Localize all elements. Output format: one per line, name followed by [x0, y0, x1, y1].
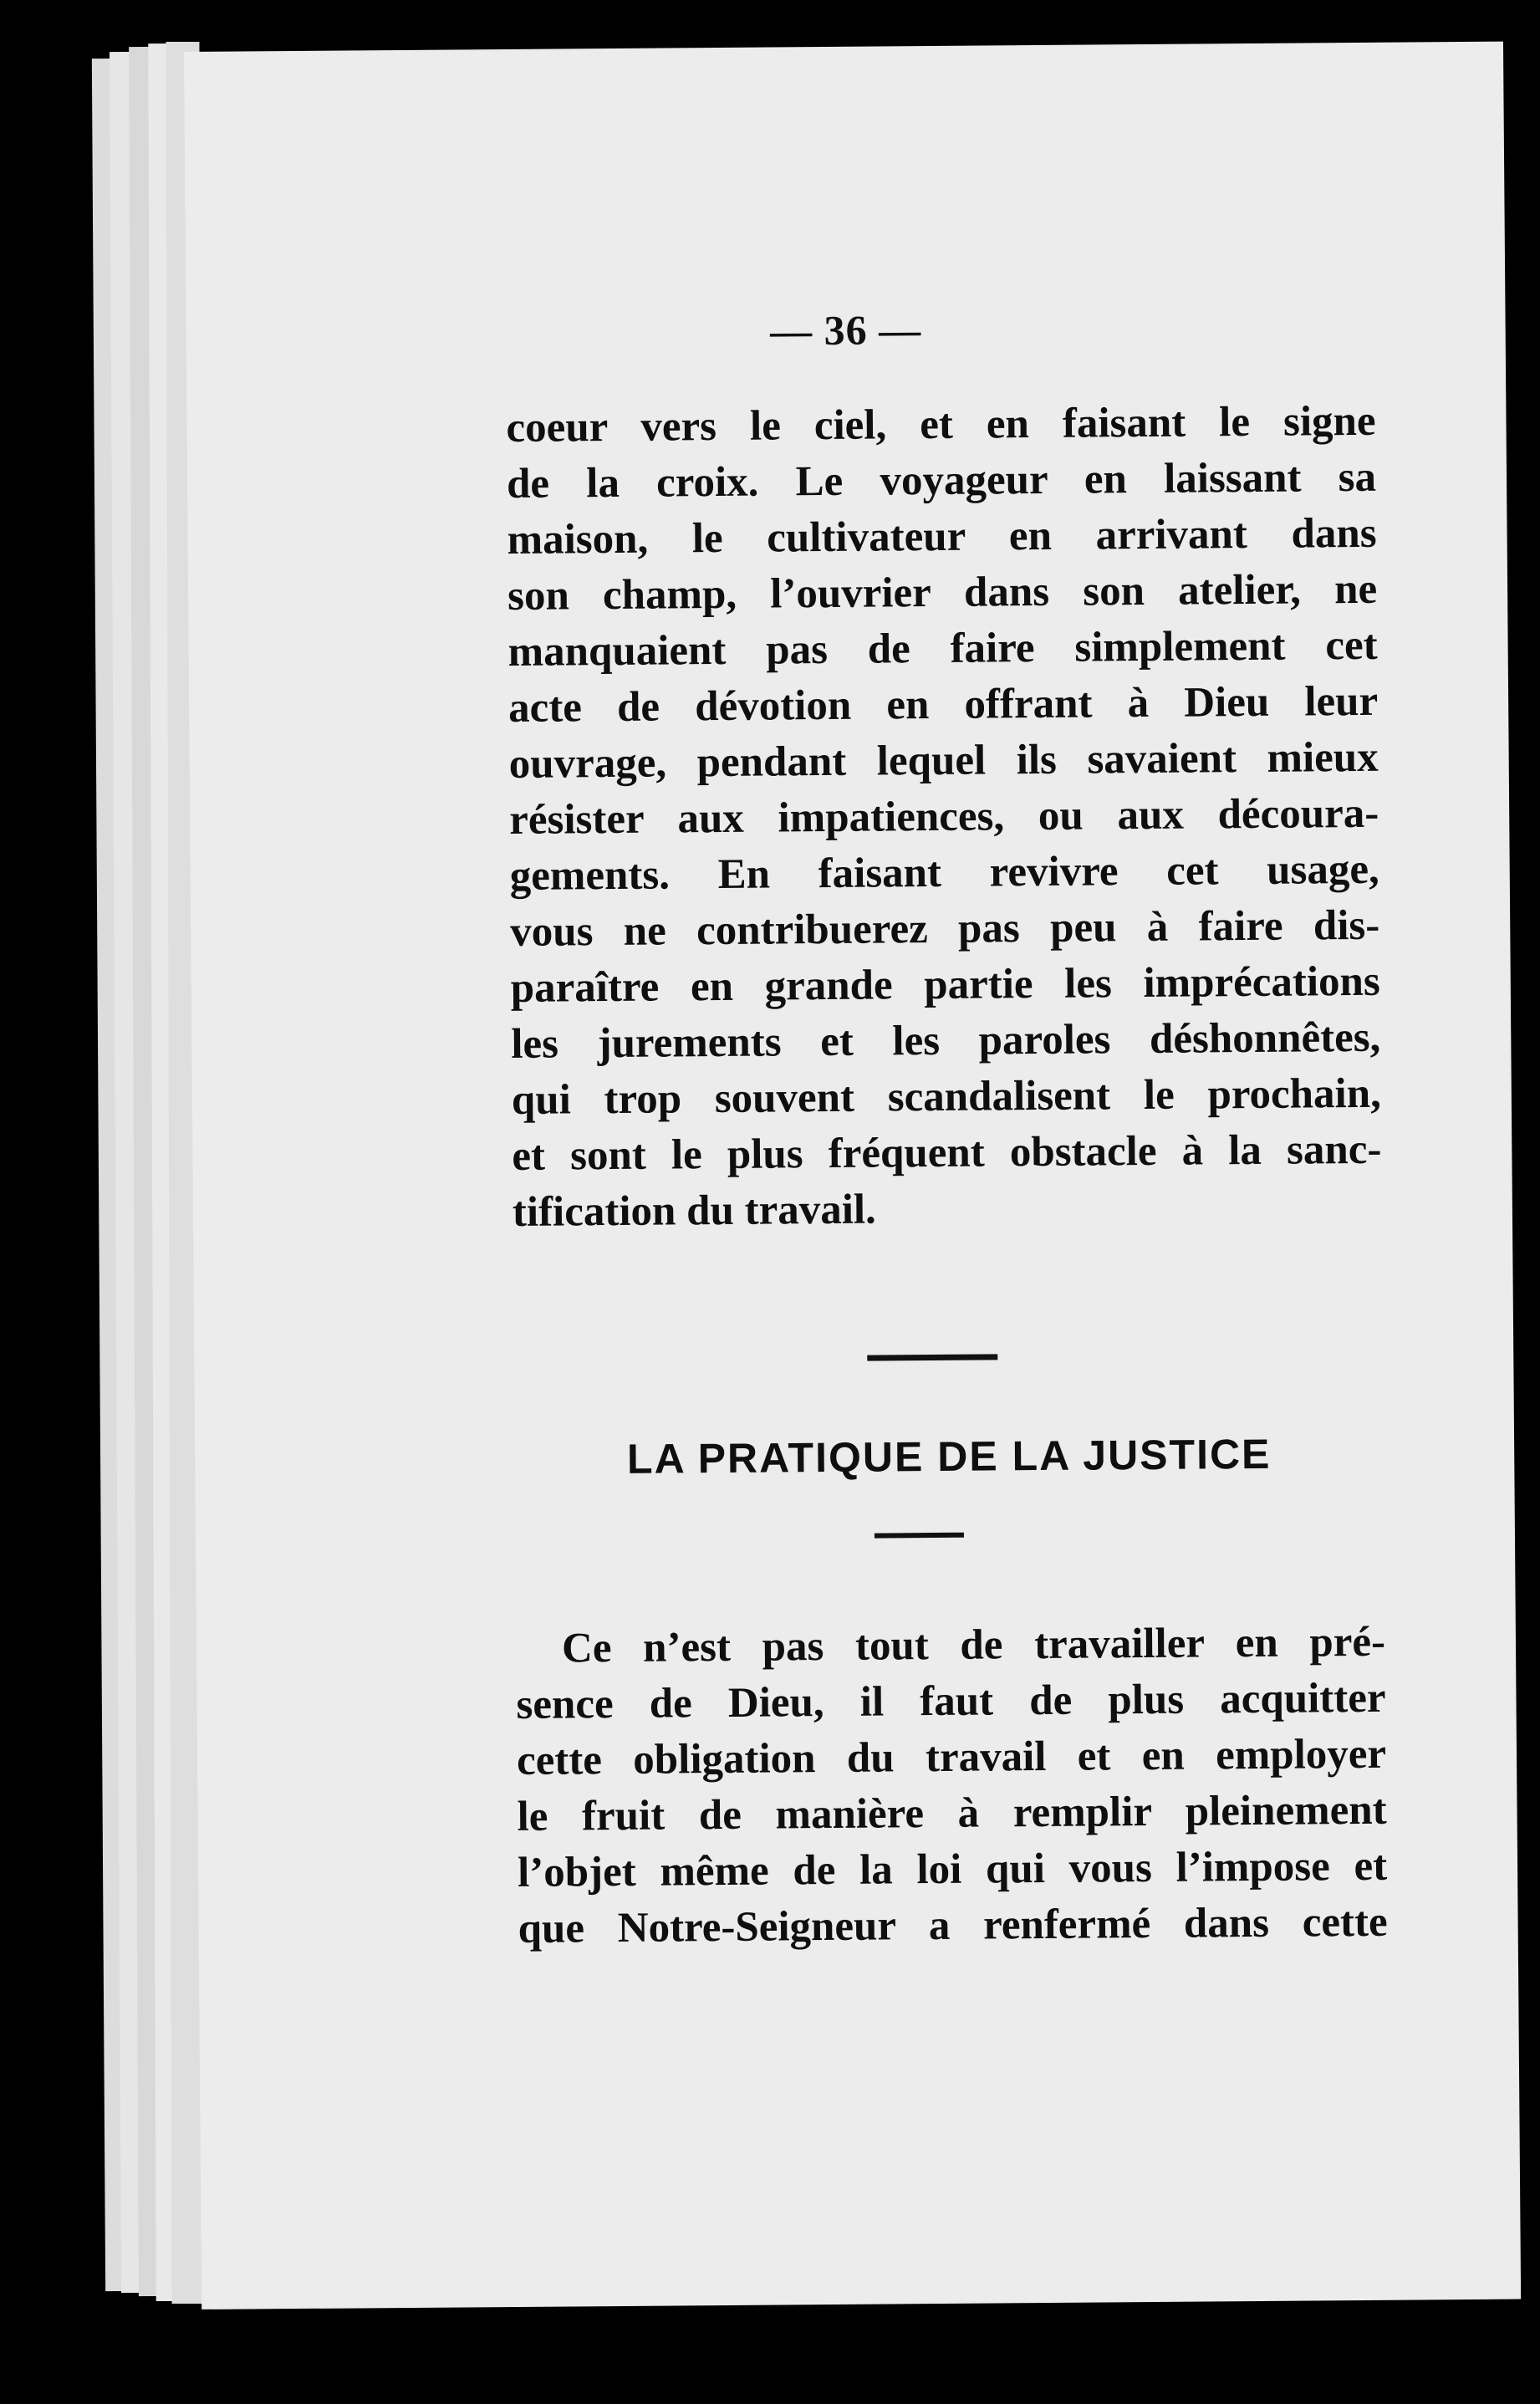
- text-line: sence de Dieu, il faut de plus acquitter: [516, 1674, 1386, 1728]
- text-line: tification du travail.: [512, 1186, 877, 1236]
- text-line: les jurements et les paroles déshonnêtes,: [511, 1013, 1381, 1068]
- text-line: manquaient pas de faire simplement cet: [507, 621, 1378, 676]
- text-line: de la croix. Le voyageur en laissant sa: [506, 453, 1377, 508]
- text-line: son champ, l’ouvrier dans son atelier, ne: [507, 565, 1378, 620]
- text-line: résister aux impatiences, ou aux découra-: [509, 789, 1379, 844]
- text-line: et sont le plus fréquent obstacle à la sanc-: [512, 1125, 1382, 1180]
- text-line: que Notre-Seigneur a renfermé dans cette: [518, 1898, 1388, 1952]
- text-line: le fruit de manière à remplir pleinement: [517, 1786, 1387, 1840]
- text-line: ouvrage, pendant lequel ils savaient mieux: [508, 733, 1379, 788]
- book-page: [184, 42, 1521, 2310]
- text-line: vous ne contribuerez pas peu à faire dis-: [510, 901, 1380, 956]
- page-number: — 36 —: [769, 306, 922, 355]
- text-line: cette obligation du travail et en employer: [516, 1730, 1387, 1784]
- text-line: l’objet même de la loi qui vous l’impose et: [517, 1842, 1388, 1896]
- text-line: qui trop souvent scandalisent le prochain,: [511, 1069, 1382, 1124]
- text-line: maison, le cultivateur en arrivant dans: [507, 509, 1377, 564]
- paragraph-2: [516, 1615, 1388, 1957]
- text-line: gements. En faisant revivre cet usage,: [509, 845, 1379, 900]
- paragraph-1: [506, 394, 1382, 1241]
- text-line: Ce n’est pas tout de travailler en pré-: [561, 1618, 1386, 1672]
- text-line: acte de dévotion en offrant à Dieu leur: [507, 677, 1379, 732]
- text-line: coeur vers le ciel, et en faisant le signe: [506, 397, 1376, 452]
- section-heading: LA PRATIQUE DE LA JUSTICE: [626, 1430, 1272, 1483]
- text-line: paraître en grande partie les imprécations: [510, 957, 1380, 1012]
- section-rule-bottom: [875, 1533, 964, 1539]
- section-rule-top: [867, 1354, 997, 1360]
